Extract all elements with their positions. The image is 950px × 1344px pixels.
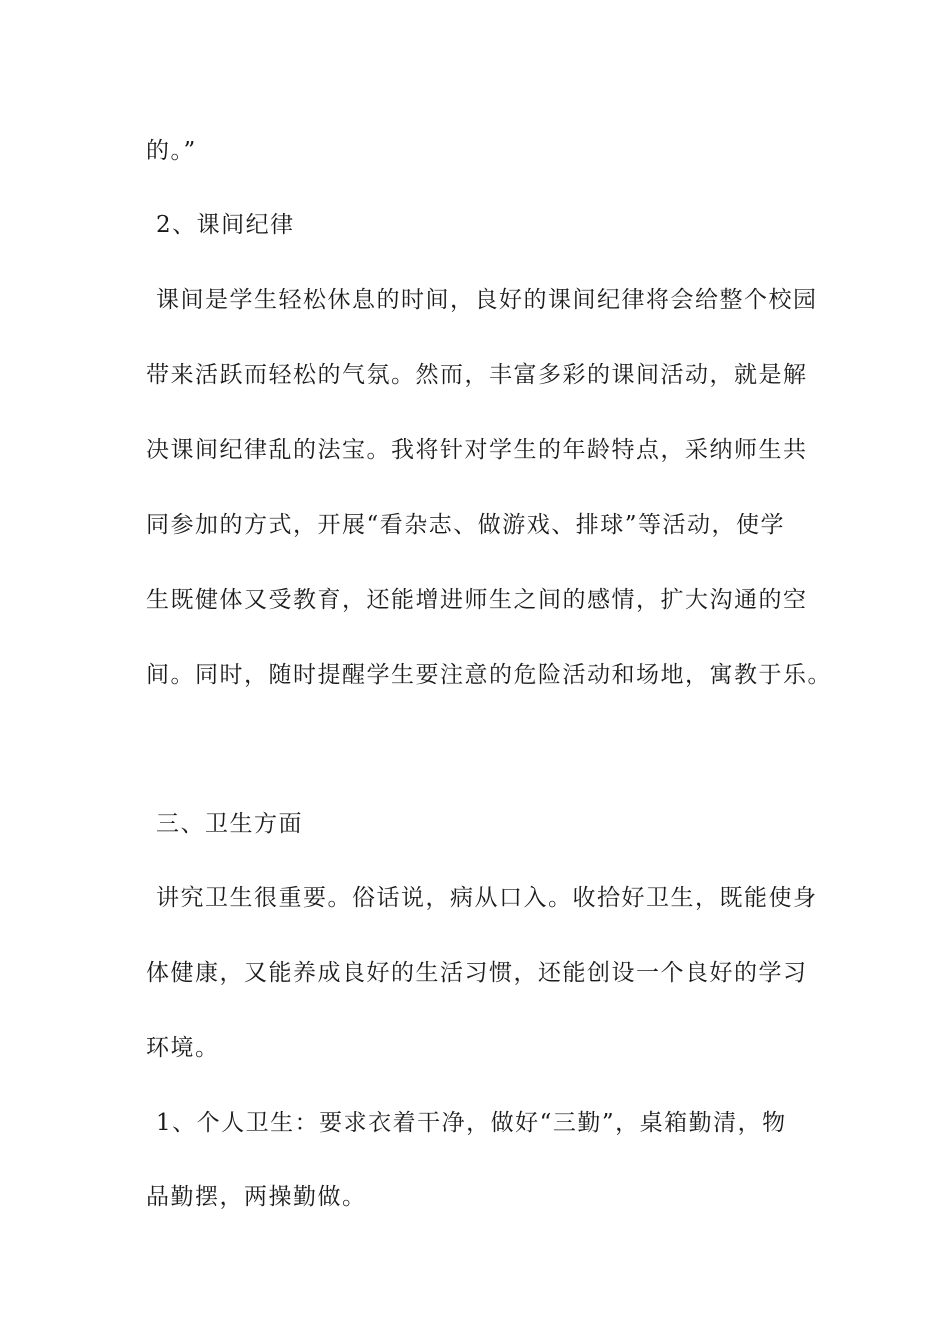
text-line: 环境。 [146,1035,220,1061]
text-line: 1、个人卫生：要求衣着干净，做好“三勤”，桌箱勤清，物 [156,1110,787,1136]
section-heading: 三、卫生方面 [156,811,303,837]
section-heading: 2、课间纪律 [156,212,295,238]
text-line: 品勤摆，两操勤做。 [146,1184,367,1210]
text-line: 生既健体又受教育，还能增进师生之间的感情，扩大沟通的空 [146,587,808,613]
text-line: 带来活跃而轻松的气氛。然而，丰富多彩的课间活动，就是解 [146,362,808,388]
text-line: 间。同时，随时提醒学生要注意的危险活动和场地，寓教于乐。 [146,662,832,688]
text-line: 课间是学生轻松休息的时间，良好的课间纪律将会给整个校园 [156,287,818,313]
text-line: 决课间纪律乱的法宝。我将针对学生的年龄特点，采纳师生共 [146,437,808,463]
text-line: 同参加的方式，开展“看杂志、做游戏、排球”等活动，使学 [146,512,786,538]
text-line: 的。” [146,138,197,164]
text-line: 体健康，又能养成良好的生活习惯，还能创设一个良好的学习 [146,960,808,986]
text-line: 讲究卫生很重要。俗话说，病从口入。收拾好卫生，既能使身 [156,885,818,911]
